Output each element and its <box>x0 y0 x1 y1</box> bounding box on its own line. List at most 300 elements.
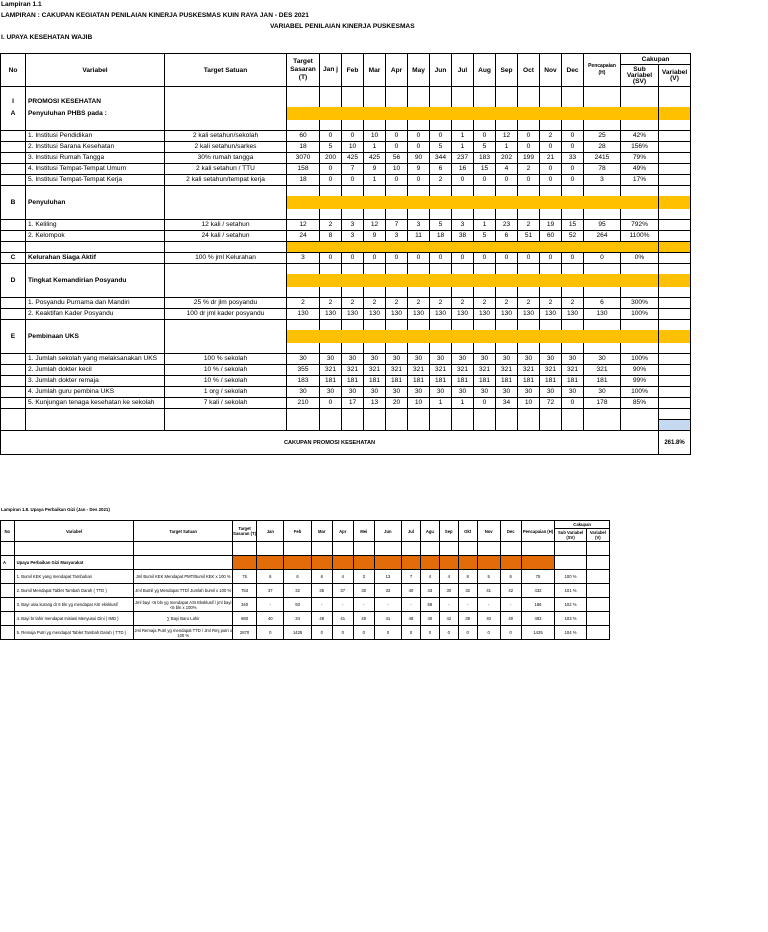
month-cell: 0 <box>386 142 408 153</box>
pencapaian-cell: 181 <box>584 376 621 387</box>
gizi-month-cell: 6 <box>500 570 521 584</box>
month-cell: 30 <box>364 387 386 398</box>
gizi-month-cell: - <box>311 598 332 612</box>
month-cell: 321 <box>386 365 408 376</box>
month-cell: 30 <box>540 354 562 365</box>
empty-cell <box>474 420 496 431</box>
sub-variabel-cell: 90% <box>621 365 659 376</box>
gizi-target-sasaran-cell: 680 <box>233 612 257 626</box>
empty-cell <box>386 409 408 420</box>
month-cell: 30 <box>342 354 364 365</box>
gizi-header-month: Jan <box>257 521 284 542</box>
month-cell: 0 <box>320 131 342 142</box>
empty-cell <box>342 209 364 220</box>
target-satuan-cell: 10 % / sekolah <box>165 376 287 387</box>
table-row <box>1 343 691 354</box>
lampiran-gizi-title: Lampiran 1.8. Upaya Perbaikan Gizi (Jan - Des 2021) <box>1 507 110 512</box>
target-sasaran-cell: 210 <box>287 398 320 409</box>
empty-cell <box>430 97 452 107</box>
gizi-month-cell: 40 <box>420 612 439 626</box>
gizi-header-variabel-v: Variabel (V) <box>586 529 609 542</box>
target-satuan-cell: 25 % dr jlm posyandu <box>165 298 287 309</box>
empty-cell <box>584 409 621 420</box>
variabel-cell: 3. Institusi Rumah Tangga <box>26 153 165 164</box>
gizi-month-cell: - <box>402 598 421 612</box>
empty-cell <box>562 320 584 331</box>
gizi-month-cell: 40 <box>257 612 284 626</box>
empty-cell <box>1 409 26 420</box>
section-highlight-bar <box>287 196 659 209</box>
empty-cell <box>430 120 452 131</box>
empty-cell <box>586 542 609 556</box>
empty-cell <box>452 186 474 197</box>
month-cell: 0 <box>342 131 364 142</box>
no-cell <box>1 164 26 175</box>
month-cell: 2 <box>320 298 342 309</box>
empty-cell <box>364 97 386 107</box>
target-satuan-cell: 24 kali / setahun <box>165 231 287 242</box>
sub-variabel-cell: 156% <box>621 142 659 153</box>
table-row <box>1 97 691 107</box>
month-cell: 130 <box>452 309 474 320</box>
month-cell: 3 <box>408 220 430 231</box>
month-cell: 0 <box>562 131 584 142</box>
table-row <box>1 120 691 131</box>
month-cell: 30 <box>430 354 452 365</box>
month-cell: 51 <box>518 231 540 242</box>
empty-cell <box>320 97 342 107</box>
empty-cell <box>1 320 26 331</box>
gizi-month-cell: 33 <box>374 584 401 598</box>
month-cell: 1 <box>430 398 452 409</box>
empty-cell <box>562 409 584 420</box>
gizi-month-cell: 3 <box>353 570 374 584</box>
month-cell: 30 <box>518 354 540 365</box>
month-cell: 5 <box>474 142 496 153</box>
empty-cell <box>353 542 374 556</box>
gizi-month-cell: 0 <box>458 626 477 640</box>
empty-cell <box>165 87 287 98</box>
empty-cell <box>386 209 408 220</box>
empty-cell <box>430 186 452 197</box>
empty-cell <box>584 209 621 220</box>
month-cell: 321 <box>408 365 430 376</box>
sub-variabel-cell: 42% <box>621 131 659 142</box>
table-row <box>1 209 691 220</box>
section-label: Kelurahan Siaga Aktif <box>26 253 165 264</box>
empty-cell <box>584 343 621 354</box>
month-cell: 3 <box>386 231 408 242</box>
month-cell: 0 <box>320 253 342 264</box>
variabel-v-cell <box>659 131 691 142</box>
month-cell: 20 <box>386 398 408 409</box>
empty-cell <box>26 242 165 253</box>
gizi-variabel-v-cell <box>586 584 609 598</box>
gizi-month-cell: 6 <box>311 570 332 584</box>
empty-cell <box>659 264 691 275</box>
gizi-month-cell: 42 <box>439 612 458 626</box>
gizi-header-pencapaian: Pencapaian (H) <box>521 521 555 542</box>
pencapaian-cell: 0 <box>584 253 621 264</box>
month-cell: 202 <box>496 153 518 164</box>
header-month: Apr <box>386 54 408 87</box>
no-cell <box>1 376 26 387</box>
empty-cell <box>134 556 233 570</box>
gizi-header-month: Apr <box>332 521 353 542</box>
month-cell: 130 <box>408 309 430 320</box>
gizi-header-sub-variabel: Sub Variabel (SV) <box>555 529 586 542</box>
target-sasaran-cell: 12 <box>287 220 320 231</box>
empty-cell <box>342 320 364 331</box>
section-no: A <box>1 107 26 120</box>
empty-cell <box>320 209 342 220</box>
month-cell: 16 <box>452 164 474 175</box>
month-cell: 2 <box>474 298 496 309</box>
table-row <box>1 309 691 320</box>
empty-cell <box>287 97 320 107</box>
gizi-header-cakupan: Cakupan <box>555 521 610 529</box>
empty-cell <box>540 97 562 107</box>
month-cell: 0 <box>474 253 496 264</box>
section-highlight-bar <box>659 274 691 287</box>
section-highlight-bar <box>521 556 555 570</box>
month-cell: 5 <box>320 142 342 153</box>
gizi-header-no: No <box>1 521 15 542</box>
empty-cell <box>496 420 518 431</box>
empty-cell <box>621 264 659 275</box>
gizi-target-satuan-cell: Jml Bumil KEK Mendapat PMT/Bumil KEK x 100 % <box>134 570 233 584</box>
month-cell: 9 <box>364 164 386 175</box>
empty-cell <box>342 120 364 131</box>
empty-cell <box>320 420 342 431</box>
section-label: Penyuluhan <box>26 196 165 209</box>
table-row <box>1 598 610 612</box>
empty-cell <box>474 87 496 98</box>
header-month: Jul <box>452 54 474 87</box>
month-cell: 0 <box>540 164 562 175</box>
table-row <box>1 287 691 298</box>
month-cell: 0 <box>562 253 584 264</box>
empty-cell <box>287 120 320 131</box>
empty-cell <box>562 420 584 431</box>
month-cell: 5 <box>430 220 452 231</box>
empty-cell <box>621 97 659 107</box>
empty-cell <box>452 209 474 220</box>
target-sasaran-cell: 130 <box>287 309 320 320</box>
table-row <box>1 365 691 376</box>
section-highlight-bar <box>332 556 353 570</box>
month-cell: 200 <box>320 153 342 164</box>
section-highlight-bar <box>287 330 659 343</box>
month-cell: 30 <box>474 387 496 398</box>
no-cell <box>1 598 15 612</box>
section-highlight-bar <box>402 556 421 570</box>
empty-cell <box>165 287 287 298</box>
empty-cell <box>287 409 320 420</box>
variabel-cell: 1. Keliling <box>26 220 165 231</box>
empty-cell <box>540 287 562 298</box>
gizi-month-cell: 48 <box>402 612 421 626</box>
empty-cell <box>521 542 555 556</box>
month-cell: 0 <box>430 131 452 142</box>
table-row <box>1 409 691 420</box>
empty-cell <box>165 420 287 431</box>
empty-cell <box>452 320 474 331</box>
empty-cell <box>26 320 165 331</box>
empty-cell <box>474 209 496 220</box>
empty-cell <box>584 186 621 197</box>
empty-cell <box>1 420 26 431</box>
variabel-cell: 5. Kunjungan tenaga kesehatan ke sekolah <box>26 398 165 409</box>
empty-cell <box>320 287 342 298</box>
empty-cell <box>562 264 584 275</box>
empty-cell <box>257 542 284 556</box>
gizi-variabel-cell: 4. Bayi br lahir mendapat Inisiasi Menyusui Dini ( IMD ) <box>14 612 134 626</box>
empty-cell <box>518 97 540 107</box>
month-cell: 0 <box>540 253 562 264</box>
section-highlight-bar <box>477 556 500 570</box>
section-label: Pembinaan UKS <box>26 330 165 343</box>
empty-cell <box>496 320 518 331</box>
month-cell: 0 <box>496 175 518 186</box>
table-row <box>1 320 691 331</box>
month-cell: 181 <box>496 376 518 387</box>
gizi-header-target-sasaran: Target Sasaran (T) <box>233 521 257 542</box>
empty-cell <box>496 287 518 298</box>
month-cell: 425 <box>342 153 364 164</box>
month-cell: 0 <box>408 253 430 264</box>
empty-cell <box>474 409 496 420</box>
gizi-target-sasaran-cell: 340 <box>233 598 257 612</box>
month-cell: 181 <box>518 376 540 387</box>
month-cell: 0 <box>386 175 408 186</box>
empty-cell <box>165 242 287 253</box>
month-cell: 181 <box>474 376 496 387</box>
gizi-month-cell: 37 <box>257 584 284 598</box>
month-cell: 30 <box>320 387 342 398</box>
month-cell: 30 <box>364 354 386 365</box>
header-variabel: Variabel <box>26 54 165 87</box>
month-cell: 181 <box>540 376 562 387</box>
month-cell: 130 <box>562 309 584 320</box>
empty-cell <box>477 542 500 556</box>
gizi-month-cell: 13 <box>374 570 401 584</box>
empty-cell <box>26 287 165 298</box>
empty-cell <box>320 264 342 275</box>
empty-cell <box>562 97 584 107</box>
month-cell: 30 <box>518 387 540 398</box>
month-cell: 21 <box>540 153 562 164</box>
empty-cell <box>621 87 659 98</box>
section-label: Tingkat Kemandirian Posyandu <box>26 274 165 287</box>
variabel-cell: 2. Keaktifan Kader Posyandu <box>26 309 165 320</box>
gizi-sub-variabel-cell: 100 % <box>555 570 586 584</box>
empty-cell <box>659 320 691 331</box>
empty-cell <box>496 409 518 420</box>
header-month: Feb <box>342 54 364 87</box>
gizi-month-cell: - <box>332 598 353 612</box>
gizi-month-cell: - <box>458 598 477 612</box>
main-kinerja-table <box>0 53 691 455</box>
section-highlight-bar <box>287 107 659 120</box>
empty-cell <box>474 320 496 331</box>
month-cell: 2 <box>540 131 562 142</box>
gizi-month-cell: 32 <box>458 584 477 598</box>
gizi-pencapaian-cell: 75 <box>521 570 555 584</box>
empty-cell <box>452 120 474 131</box>
empty-cell <box>474 264 496 275</box>
target-satuan-cell: 12 kali / setahun <box>165 220 287 231</box>
month-cell: 90 <box>408 153 430 164</box>
gizi-header-month: Mei <box>353 521 374 542</box>
gizi-variabel-v-cell <box>586 612 609 626</box>
empty-cell <box>342 409 364 420</box>
pencapaian-cell: 2415 <box>584 153 621 164</box>
empty-cell <box>474 120 496 131</box>
month-cell: 0 <box>320 175 342 186</box>
month-cell: 12 <box>364 220 386 231</box>
month-cell: 0 <box>562 398 584 409</box>
month-cell: 7 <box>342 164 364 175</box>
empty-cell <box>165 330 287 343</box>
empty-cell <box>386 343 408 354</box>
empty-cell <box>659 97 691 107</box>
table-row <box>1 354 691 365</box>
month-cell: 2 <box>562 298 584 309</box>
month-cell: 0 <box>430 253 452 264</box>
gizi-pencapaian-cell: 432 <box>521 584 555 598</box>
month-cell: 181 <box>364 376 386 387</box>
gizi-header-month: Feb <box>284 521 311 542</box>
header-month: Jun <box>430 54 452 87</box>
month-cell: 30 <box>452 354 474 365</box>
month-cell: 30 <box>386 354 408 365</box>
pencapaian-cell: 78 <box>584 164 621 175</box>
empty-cell <box>386 97 408 107</box>
empty-cell <box>420 542 439 556</box>
month-cell: 0 <box>562 175 584 186</box>
empty-cell <box>311 542 332 556</box>
month-cell: 2 <box>430 175 452 186</box>
empty-cell <box>402 542 421 556</box>
empty-cell <box>332 542 353 556</box>
section-no: E <box>1 330 26 343</box>
table-row <box>1 298 691 309</box>
gizi-month-cell: 6 <box>257 570 284 584</box>
header-target-satuan: Target Satuan <box>165 54 287 87</box>
empty-cell <box>287 287 320 298</box>
empty-cell <box>287 209 320 220</box>
empty-cell <box>408 409 430 420</box>
cakupan-promosi-label: CAKUPAN PROMOSI KESEHATAN <box>1 431 659 455</box>
empty-cell <box>1 542 15 556</box>
gizi-month-cell: 5 <box>477 570 500 584</box>
month-cell: 1 <box>452 142 474 153</box>
empty-cell <box>408 320 430 331</box>
target-satuan-cell: 1 org / sekolah <box>165 387 287 398</box>
gizi-month-cell: 4 <box>420 570 439 584</box>
table-row <box>1 253 691 264</box>
variabel-v-cell <box>659 231 691 242</box>
section-highlight-bar <box>233 556 257 570</box>
month-cell: 181 <box>342 376 364 387</box>
target-sasaran-cell: 24 <box>287 231 320 242</box>
empty-cell <box>342 87 364 98</box>
empty-cell <box>474 287 496 298</box>
month-cell: 0 <box>408 131 430 142</box>
table-row <box>1 87 691 98</box>
empty-cell <box>408 209 430 220</box>
empty-cell <box>165 107 287 120</box>
empty-cell <box>1 264 26 275</box>
month-cell: 30 <box>562 387 584 398</box>
header-month: Nov <box>540 54 562 87</box>
pencapaian-cell: 25 <box>584 131 621 142</box>
empty-cell <box>452 264 474 275</box>
gizi-month-cell: 58 <box>420 598 439 612</box>
month-cell: 2 <box>540 298 562 309</box>
month-cell: 3 <box>342 220 364 231</box>
month-cell: 2 <box>518 298 540 309</box>
gizi-header-variabel: Variabel <box>14 521 134 542</box>
sub-variabel-cell: 0% <box>621 253 659 264</box>
month-cell: 6 <box>430 164 452 175</box>
gizi-month-cell: 93 <box>284 598 311 612</box>
gizi-header-month: Nov <box>477 521 500 542</box>
target-satuan-cell: 100 % sekolah <box>165 354 287 365</box>
empty-cell <box>165 196 287 209</box>
gizi-header-month: Jul <box>402 521 421 542</box>
variabel-v-cell <box>659 309 691 320</box>
gizi-month-cell: 43 <box>420 584 439 598</box>
gizi-month-cell: 0 <box>439 626 458 640</box>
empty-cell <box>430 420 452 431</box>
empty-cell <box>430 343 452 354</box>
empty-cell <box>540 343 562 354</box>
empty-cell <box>287 87 320 98</box>
gizi-month-cell: 40 <box>402 584 421 598</box>
variabel-v-cell <box>659 298 691 309</box>
gizi-header-month: Agu <box>420 521 439 542</box>
month-cell: 181 <box>408 376 430 387</box>
gizi-month-cell: 30 <box>353 584 374 598</box>
table-row <box>1 626 610 640</box>
month-cell: 18 <box>430 231 452 242</box>
empty-cell <box>518 264 540 275</box>
gizi-header-month: Dec <box>500 521 521 542</box>
gizi-month-cell: 0 <box>500 626 521 640</box>
gizi-month-cell: 40 <box>500 612 521 626</box>
sub-variabel-cell: 79% <box>621 153 659 164</box>
month-cell: 0 <box>496 253 518 264</box>
variabel-cell: 1. Posyandu Purnama dan Mandiri <box>26 298 165 309</box>
month-cell: 9 <box>408 164 430 175</box>
table-row <box>1 186 691 197</box>
month-cell: 0 <box>320 164 342 175</box>
gizi-month-cell: 30 <box>439 584 458 598</box>
empty-cell <box>518 186 540 197</box>
empty-cell <box>496 209 518 220</box>
header-target-sasaran: Target Sasaran (T) <box>287 54 320 87</box>
empty-cell <box>320 186 342 197</box>
month-cell: 183 <box>474 153 496 164</box>
month-cell: 2 <box>452 298 474 309</box>
empty-cell <box>474 97 496 107</box>
month-cell: 3 <box>342 231 364 242</box>
variabel-v-cell <box>659 153 691 164</box>
month-cell: 321 <box>496 365 518 376</box>
empty-cell <box>342 287 364 298</box>
